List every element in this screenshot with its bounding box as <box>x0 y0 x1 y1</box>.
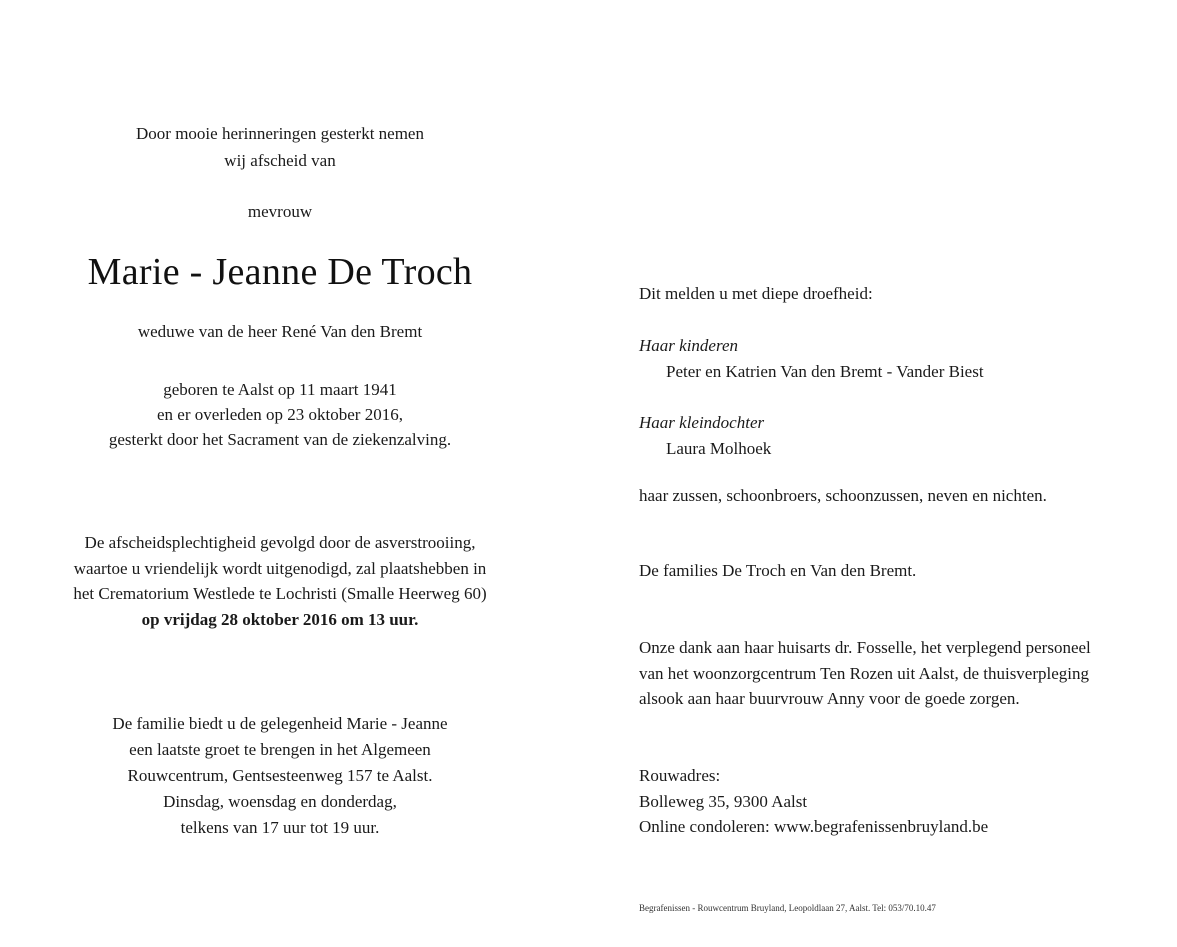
ceremony-info <box>40 530 520 632</box>
honorific-text: mevrouw <box>247 202 313 221</box>
ceremony-line: De afscheidsplechtigheid gevolgd door de asverstrooiing, <box>84 533 476 552</box>
intro-line: Door mooie herinneringen gesterkt nemen <box>136 124 424 143</box>
birth-death-dates <box>40 377 520 452</box>
announcement <box>639 281 1139 307</box>
address-label: Rouwadres: <box>639 766 721 785</box>
children-section <box>639 333 1139 385</box>
visit-line: een laatste groet te brengen in het Algemeen <box>129 740 431 759</box>
ceremony-date: op vrijdag 28 oktober 2016 om 13 uur. <box>141 609 419 629</box>
families-text: De families De Troch en Van den Bremt. <box>639 561 917 580</box>
visit-line: De familie biedt u de gelegenheid Marie - Jeanne <box>112 714 448 733</box>
granddaughter-name: Laura Molhoek <box>666 439 772 458</box>
visitation-info <box>40 711 520 841</box>
relatives-text: haar zussen, schoonbroers, schoonzussen, neven en nichten. <box>639 486 1047 505</box>
widow-of <box>40 319 520 345</box>
families <box>639 558 1139 584</box>
dates-line: gesterkt door het Sacrament van de ziekenzalving. <box>108 430 452 449</box>
thanks-line: van het woonzorgcentrum Ten Rozen uit Aalst, de thuisverpleging <box>639 663 1090 683</box>
intro-line: wij afscheid van <box>224 151 336 170</box>
dates-line: geboren te Aalst op 11 maart 1941 <box>163 380 397 399</box>
honorific <box>40 199 520 225</box>
visit-line: telkens van 17 uur tot 19 uur. <box>180 818 380 837</box>
funeral-home-footer: Begrafenissen - Rouwcentrum Bruyland, Leopoldlaan 27, Aalst. Tel: 053/70.10.47 <box>639 903 936 913</box>
widow-of-text: weduwe van de heer René Van den Bremt <box>137 322 423 341</box>
children-names: Peter en Katrien Van den Bremt - Vander Biest <box>666 362 984 381</box>
granddaughter-label: Haar kleindochter <box>639 413 765 432</box>
visit-line: Rouwcentrum, Gentsesteenweg 157 te Aalst. <box>127 766 433 785</box>
granddaughter-section <box>639 410 1139 462</box>
mourning-address <box>639 763 1139 840</box>
deceased-name: Marie - Jeanne De Troch <box>87 251 473 293</box>
dates-line: en er overleden op 23 oktober 2016, <box>157 405 403 424</box>
children-label: Haar kinderen <box>639 336 738 355</box>
announcement-text: Dit melden u met diepe droefheid: <box>639 284 873 303</box>
thanks-line: alsook aan haar buurvrouw Anny voor de goede zorgen. <box>639 689 1020 708</box>
ceremony-line: het Crematorium Westlede te Lochristi (Smalle Heerweg 60) <box>73 584 487 603</box>
address-street: Bolleweg 35, 9300 Aalst <box>639 791 808 811</box>
thanks-section <box>639 635 1139 712</box>
ceremony-line: waartoe u vriendelijk wordt uitgenodigd, zal plaatshebben in <box>73 558 487 578</box>
relatives <box>639 483 1139 509</box>
intro-text <box>40 120 520 174</box>
thanks-line: Onze dank aan haar huisarts dr. Fosselle, het verplegend personeel <box>639 638 1091 657</box>
online-condolence[interactable]: Online condoleren: www.begrafenissenbruyland.be <box>639 817 989 836</box>
visit-line: Dinsdag, woensdag en donderdag, <box>163 792 397 811</box>
